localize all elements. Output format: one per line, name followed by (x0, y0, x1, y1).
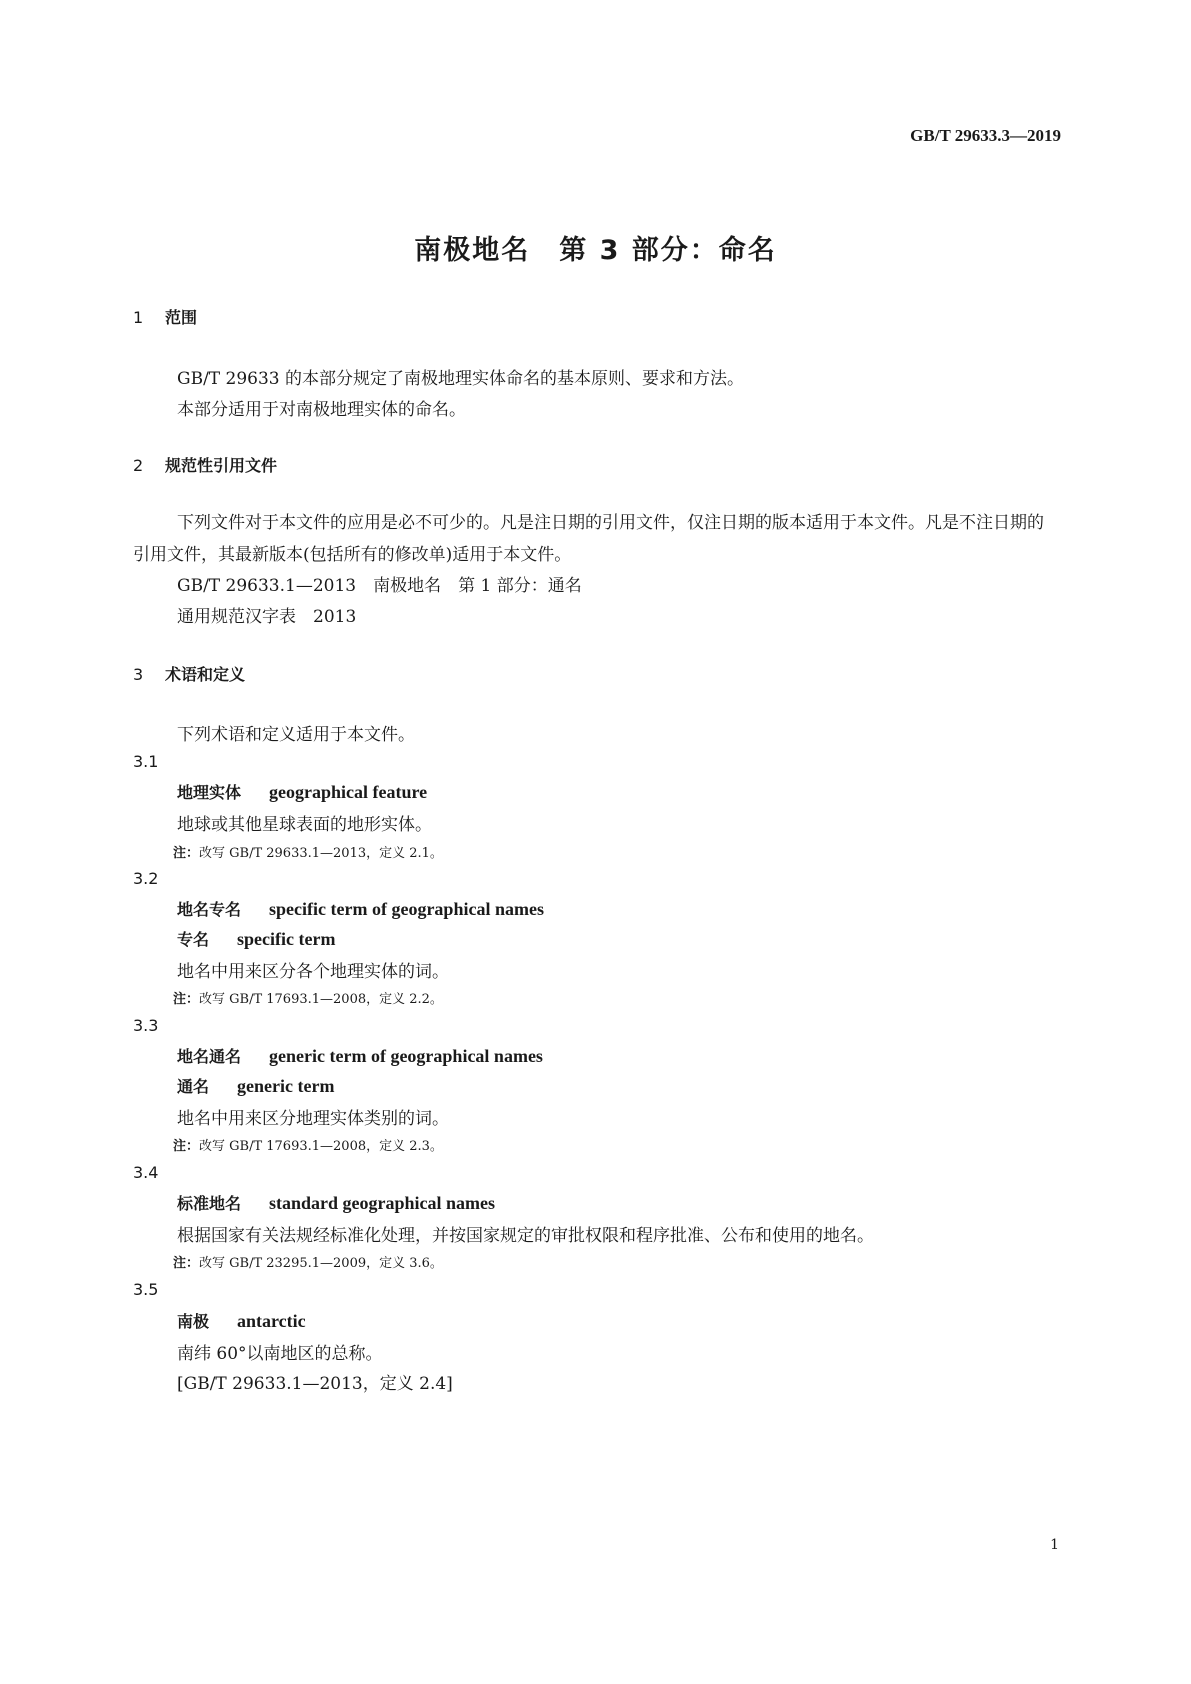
term-definition: 南纬 60°以南地区的总称。 (177, 1344, 383, 1364)
term-en: specific term (237, 929, 336, 949)
term-en: specific term of geographical names (269, 899, 544, 919)
term-en: generic term of geographical names (269, 1046, 543, 1066)
note-text: 改写 GB/T 17693.1—2008，定义 2.3。 (199, 1139, 443, 1154)
note-text: 改写 GB/T 23295.1—2009，定义 3.6。 (199, 1256, 443, 1271)
term-definition: 地名中用来区分地理实体类别的词。 (177, 1109, 449, 1129)
section-number: 1 (133, 308, 144, 327)
term-entry (177, 780, 427, 803)
term-note (173, 988, 443, 1007)
note-text: 改写 GB/T 29633.1—2013，定义 2.1。 (199, 846, 443, 861)
term-entry (177, 1044, 543, 1067)
term-zh: 南极 (177, 1312, 210, 1331)
clause-number: 3.5 (133, 1280, 159, 1299)
term-entry (177, 897, 544, 920)
note-text: 改写 GB/T 17693.1—2008，定义 2.2。 (199, 992, 443, 1007)
term-zh: 地名专名 (177, 900, 242, 919)
term-en: standard geographical names (269, 1193, 496, 1213)
standard-number: GB/T 29633.3—2019 (910, 126, 1061, 145)
term-zh: 专名 (177, 930, 210, 949)
term-zh: 地名通名 (177, 1047, 242, 1066)
section-title: 规范性引用文件 (165, 456, 278, 475)
term-note (173, 1252, 443, 1271)
section-heading-normative-references (133, 453, 277, 476)
clause-number: 3.4 (133, 1163, 159, 1182)
section-heading-scope (133, 305, 197, 328)
section-heading-terms (133, 662, 245, 685)
term-admitted-entry (177, 927, 335, 950)
term-en: generic term (237, 1076, 335, 1096)
section-number: 3 (133, 665, 144, 684)
scope-paragraph-1: GB/T 29633 的本部分规定了南极地理实体命名的基本原则、要求和方法。 (177, 369, 745, 389)
term-note (173, 842, 443, 861)
term-zh: 标准地名 (177, 1194, 242, 1213)
term-source: [GB/T 29633.1—2013，定义 2.4] (177, 1374, 453, 1394)
section-title: 范围 (165, 308, 198, 327)
term-definition: 地名中用来区分各个地理实体的词。 (177, 962, 449, 982)
note-label: 注： (173, 1139, 200, 1154)
reference-item: 通用规范汉字表 2013 (177, 607, 357, 627)
section-number: 2 (133, 456, 144, 475)
document-title: 南极地名 第 3 部分：命名 (414, 235, 777, 266)
term-en: geographical feature (269, 782, 428, 802)
term-zh: 通名 (177, 1077, 210, 1096)
note-label: 注： (173, 992, 200, 1007)
term-admitted-entry (177, 1074, 334, 1097)
term-definition: 地球或其他星球表面的地形实体。 (177, 815, 432, 835)
terms-intro: 下列术语和定义适用于本文件。 (177, 725, 415, 745)
section-title: 术语和定义 (165, 665, 246, 684)
clause-number: 3.1 (133, 752, 159, 771)
references-intro: 下列文件对于本文件的应用是必不可少的。凡是注日期的引用文件，仅注日期的版本适用于本文件。凡是不注日期的引用文件，其最新版本(包括所有的修改单)适用于本文件。 (133, 513, 1044, 565)
page-number: 1 (1050, 1537, 1059, 1553)
term-entry (177, 1309, 306, 1332)
term-zh: 地理实体 (177, 783, 242, 802)
term-definition: 根据国家有关法规经标准化处理，并按国家规定的审批权限和程序批准、公布和使用的地名。 (177, 1226, 874, 1246)
term-note (173, 1135, 443, 1154)
clause-number: 3.2 (133, 869, 159, 888)
note-label: 注： (173, 846, 200, 861)
note-label: 注： (173, 1256, 200, 1271)
clause-number: 3.3 (133, 1016, 159, 1035)
term-en: antarctic (237, 1311, 306, 1331)
scope-paragraph-2: 本部分适用于对南极地理实体的命名。 (177, 400, 466, 420)
term-entry (177, 1191, 495, 1214)
reference-item: GB/T 29633.1—2013 南极地名 第 1 部分：通名 (177, 576, 582, 596)
